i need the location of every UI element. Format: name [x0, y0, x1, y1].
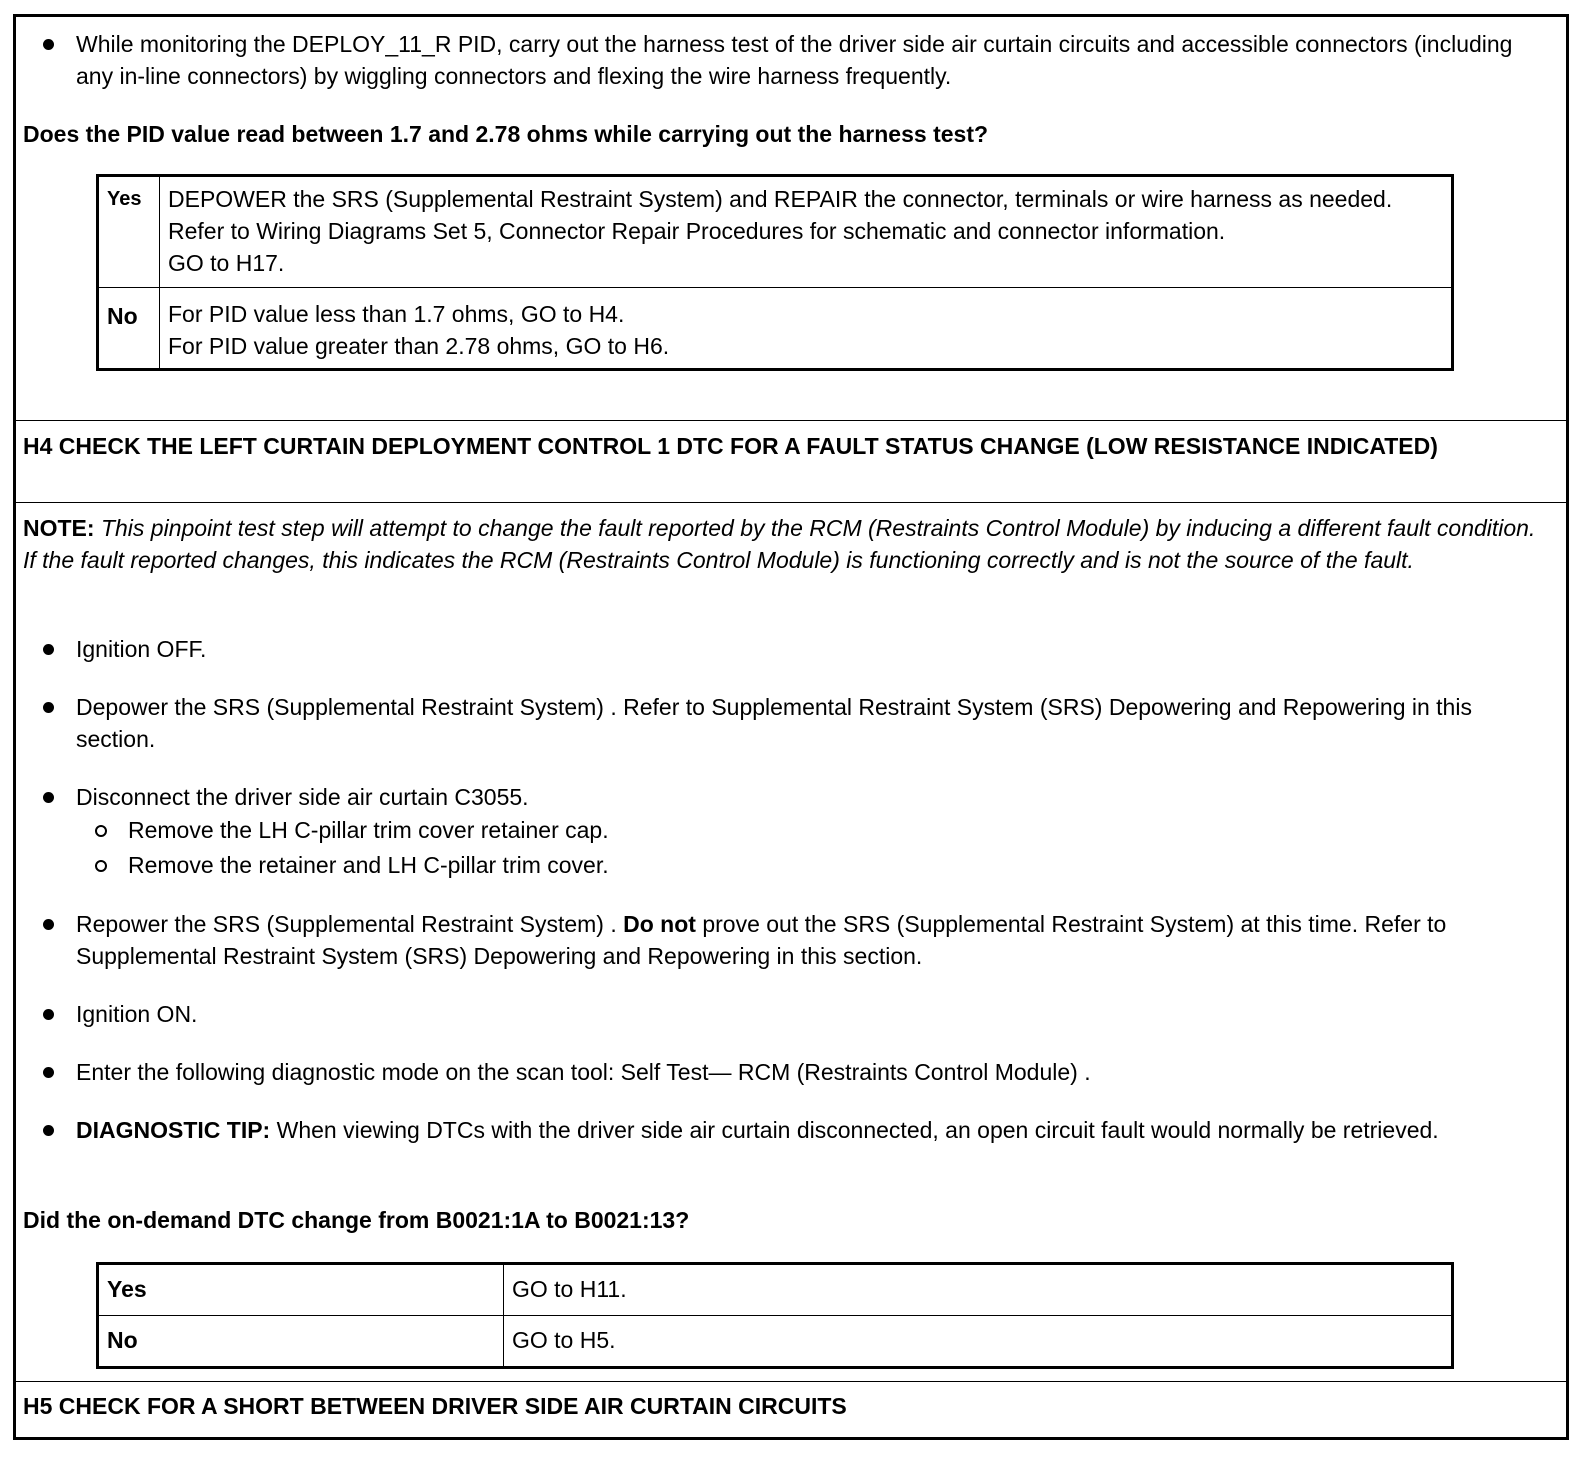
yes-result: GO to H11. — [504, 1264, 1453, 1316]
bullet-icon — [43, 39, 54, 50]
bullet-icon — [43, 702, 54, 713]
circle-bullet-icon — [95, 825, 107, 837]
bullet-text: Disconnect the driver side air curtain C3055. — [76, 784, 529, 810]
list-item — [16, 998, 1546, 1030]
step-heading: H4 CHECK THE LEFT CURTAIN DEPLOYMENT CONTROL 1 DTC FOR A FAULT STATUS CHANGE (LOW RESISTANCE INDICATED) — [23, 433, 1438, 459]
procedure-page — [13, 14, 1569, 1440]
note-text: This pinpoint test step will attempt to change the fault reported by the RCM (Restraints Control Module) by inducing a different fault condition. If the fault reported changes, this indicates the RCM (Restraints Control Module) is functioning correctly and is not the source of the fault. — [23, 515, 1536, 573]
bullet-text: Depower the SRS (Supplemental Restraint System) . Refer to Supplemental Restraint System (SRS) Depowering and Repowering in this section. — [76, 694, 1472, 752]
question: Does the PID value read between 1.7 and 2.78 ohms while carrying out the harness test? — [23, 121, 989, 147]
table-row — [98, 288, 1453, 370]
no-label: No — [98, 1316, 504, 1368]
bullet-icon — [43, 919, 54, 930]
no-result — [160, 288, 1453, 370]
yes-result — [160, 176, 1453, 288]
table-row — [98, 1316, 1453, 1368]
list-item — [16, 1114, 1562, 1146]
bullet-icon — [43, 1125, 54, 1136]
result-line: For PID value greater than 2.78 ohms, GO to H6. — [168, 333, 670, 359]
yes-label: Yes — [98, 1264, 504, 1316]
bullet-icon — [43, 644, 54, 655]
step-h4-body — [16, 502, 1566, 1382]
bullet-text: Ignition OFF. — [76, 636, 207, 662]
list-item — [16, 28, 1546, 92]
emphasis-text: Do not — [623, 911, 696, 937]
bullet-text: Repower the SRS (Supplemental Restraint System) . — [76, 911, 617, 937]
result-line: GO to H17. — [168, 250, 285, 276]
list-item — [16, 691, 1526, 755]
step-h3-continuation — [16, 17, 1566, 421]
result-table — [96, 1262, 1454, 1369]
note-label: NOTE: — [23, 515, 95, 541]
bullet-icon — [43, 1009, 54, 1020]
list-item — [16, 908, 1526, 972]
list-item — [16, 781, 1546, 813]
result-line: For PID value less than 1.7 ohms, GO to H4. — [168, 301, 625, 327]
circle-bullet-icon — [95, 860, 107, 872]
bullet-icon — [43, 1067, 54, 1078]
list-item — [16, 1056, 1546, 1088]
step-h5-header — [16, 1381, 1566, 1437]
result-line: DEPOWER the SRS (Supplemental Restraint System) and REPAIR the connector, terminals or wire harness as needed. — [168, 186, 1393, 212]
tip-label: DIAGNOSTIC TIP: — [76, 1117, 271, 1143]
bullet-text: While monitoring the DEPLOY_11_R PID, carry out the harness test of the driver side air curtain circuits and accessible connectors (including any in-line connectors) by wiggling connectors and flexing the wire harness frequently. — [76, 31, 1513, 89]
result-line: Refer to Wiring Diagrams Set 5, Connector Repair Procedures for schematic and connector information. — [168, 218, 1226, 244]
result-table — [96, 174, 1454, 371]
bullet-text: Ignition ON. — [76, 1001, 198, 1027]
step-heading: H5 CHECK FOR A SHORT BETWEEN DRIVER SIDE AIR CURTAIN CIRCUITS — [23, 1393, 847, 1419]
sub-bullet-text: Remove the LH C-pillar trim cover retainer cap. — [128, 817, 609, 843]
step-h4-header — [16, 420, 1566, 503]
table-row — [98, 1264, 1453, 1316]
sub-list-item — [16, 813, 1546, 848]
bullet-icon — [43, 792, 54, 803]
no-label: No — [98, 288, 160, 370]
sub-bullet-text: Remove the retainer and LH C-pillar trim cover. — [128, 852, 609, 878]
no-result: GO to H5. — [504, 1316, 1453, 1368]
sub-list-item — [16, 848, 1546, 883]
yes-label: Yes — [98, 176, 160, 288]
question: Did the on-demand DTC change from B0021:1A to B0021:13? — [23, 1207, 690, 1233]
bullet-text: Enter the following diagnostic mode on the scan tool: Self Test— RCM (Restraints Control Module) . — [76, 1059, 1091, 1085]
table-row — [98, 176, 1453, 288]
list-item — [16, 633, 1546, 665]
bullet-text: When viewing DTCs with the driver side air curtain disconnected, an open circuit fault would normally be retrieved. — [276, 1117, 1439, 1143]
bullet-text: prove out the SRS (Supplemental Restraint System) at this time. Refer to Supplemental Restraint System (SRS) Depowering and Repowering in this section. — [76, 911, 1447, 969]
note — [16, 502, 1558, 576]
